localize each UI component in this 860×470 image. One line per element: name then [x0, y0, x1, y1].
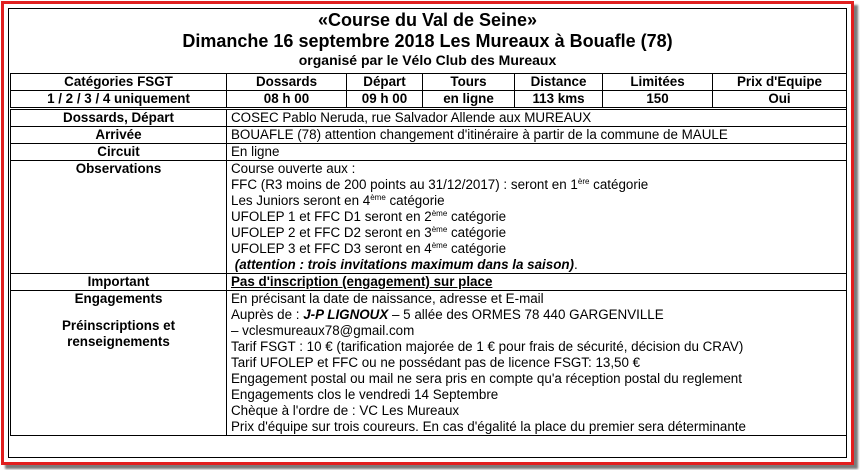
row-important: [11, 274, 847, 291]
obs-intro: Course ouverte aux :: [231, 161, 356, 176]
contact-email: – vclesmureaux78@gmail.com: [231, 323, 415, 338]
obs-ufolep1: UFOLEP 1 et FFC D1 seront en 2ème catégorie: [231, 209, 507, 224]
label-circuit: Circuit: [11, 144, 227, 161]
label-important: Important: [11, 274, 227, 291]
obs-ffc: FFC (R3 moins de 200 points au 31/12/2017) : seront en 1ère catégorie: [231, 177, 649, 192]
organizer: organisé par le Vélo Club des Mureaux: [298, 52, 557, 68]
categories-header-row: [11, 74, 847, 91]
header-distance: Distance: [515, 74, 603, 91]
categories-value-row: [11, 91, 847, 108]
value-limitees: 150: [603, 91, 713, 108]
obs-ufolep3: UFOLEP 3 et FFC D3 seront en 4ème catégorie: [231, 241, 507, 256]
row-arrivee: [11, 127, 847, 144]
obs-attention: (attention : trois invitations maximum dans la saison).: [234, 257, 578, 272]
header-tours: Tours: [423, 74, 515, 91]
info-table: [10, 109, 847, 436]
value-engagements: En précisant la date de naissance, adresse et E-mail Auprès de : J-P LIGNOUX – 5 allée des ORMES 78 440 GARGENVILLE – vclesmureaux78@gmail.com Tarif FSGT : 10 € (tarification majorée de 1 € pour frais de sécurité, décision du CRAV) Tarif UFOLEP et FFC ou ne possédant pas de licence FSGT: 13,50 € Engagement postal ou mail ne sera pris en compte qu'a réception postal du reglement Engagements clos le vendredi 14 Septembre Chèque à l'ordre de : VC Les Mureaux Prix d'équipe sur trois coureurs. En cas d'égalité la place du premier sera déterminante: [227, 291, 847, 436]
label-preinscriptions: Préinscriptions et: [61, 318, 176, 333]
header-depart: Départ: [347, 74, 423, 91]
value-dossards-depart: COSEC Pablo Neruda, rue Salvador Allende aux MUREAUX: [227, 110, 847, 127]
value-dossards: 08 h 00: [227, 91, 347, 108]
value-prix-equipe: Oui: [713, 91, 847, 108]
label-renseignements: renseignements: [67, 334, 170, 349]
header-prix-equipe: Prix d'Equipe: [713, 74, 847, 91]
value-important: Pas d'inscription (engagement) sur place: [227, 274, 847, 291]
value-circuit: En ligne: [227, 144, 847, 161]
value-distance: 113 kms: [515, 91, 603, 108]
value-tours: en ligne: [423, 91, 515, 108]
obs-ufolep2: UFOLEP 2 et FFC D2 seront en 3ème catégorie: [231, 225, 507, 240]
value-arrivee: BOUAFLE (78) attention changement d'itinéraire à partir de la commune de MAULE: [227, 127, 847, 144]
categories-table: [10, 73, 847, 108]
header-dossards: Dossards: [227, 74, 347, 91]
header-limitees: Limitées: [603, 74, 713, 91]
contact-name: J-P LIGNOUX: [303, 307, 389, 322]
label-arrivee: Arrivée: [11, 127, 227, 144]
race-title: «Course du Val de Seine»: [317, 10, 538, 30]
race-date-route: Dimanche 16 septembre 2018 Les Mureaux à Bouafle (78): [182, 31, 673, 51]
row-observations: [11, 161, 847, 274]
label-engagements: Engagements Préinscriptions et renseignements: [11, 291, 227, 436]
value-depart: 09 h 00: [347, 91, 423, 108]
value-categories: 1 / 2 / 3 / 4 uniquement: [11, 91, 227, 108]
header-categories: Catégories FSGT: [11, 74, 227, 91]
value-observations: [227, 161, 847, 274]
row-circuit: [11, 144, 847, 161]
obs-juniors: Les Juniors seront en 4ème catégorie: [231, 193, 445, 208]
row-dossards-depart: [11, 110, 847, 127]
label-observations: Observations: [11, 161, 227, 274]
label-dossards-depart: Dossards, Départ: [11, 110, 227, 127]
row-engagements: [11, 291, 847, 436]
